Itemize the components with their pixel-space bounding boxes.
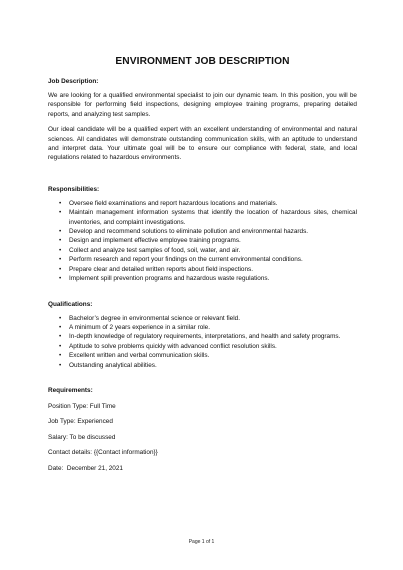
document-title: ENVIRONMENT JOB DESCRIPTION	[115, 56, 290, 67]
list-item	[48, 199, 357, 208]
requirements-heading: Requirements:	[48, 386, 93, 394]
list-item-text: Oversee field examinations and report hazardous locations and materials.	[69, 199, 278, 207]
date-line: Date: December 21, 2021	[48, 464, 123, 472]
list-item	[48, 361, 357, 370]
bullet-icon: •	[59, 228, 62, 236]
list-item	[48, 323, 357, 332]
list-item-text: Bachelor’s degree in environmental science or relevant field.	[69, 314, 240, 322]
page-number-footer: Page 1 of 1	[188, 539, 215, 545]
responsibilities-list	[48, 199, 357, 284]
bullet-icon: •	[59, 275, 62, 283]
list-item-text: A minimum of 2 years experience in a similar role.	[69, 323, 211, 331]
contact-details-line: Contact details: {{Contact information}}	[48, 449, 158, 457]
list-item-text: Excellent written and verbal communication skills.	[69, 352, 210, 360]
list-item	[48, 274, 357, 283]
list-item	[48, 255, 357, 264]
position-type-line: Position Type: Full Time	[48, 402, 116, 410]
list-item	[48, 314, 357, 323]
job-description-heading: Job Description:	[48, 78, 99, 85]
bullet-icon: •	[59, 342, 62, 350]
list-item-text: Collect and analyze test samples of food, soil, water, and air.	[69, 246, 241, 254]
list-item	[48, 332, 357, 341]
bullet-icon: •	[59, 209, 62, 217]
list-item	[48, 342, 357, 351]
list-item	[48, 236, 357, 245]
list-item-text: Aptitude to solve problems quickly with advanced conflict resolution skills.	[69, 342, 277, 350]
job-description-paragraph: We are looking for a qualified environmental specialist to join our dynamic team. In this position, you will be responsible for performing field inspections, designing employee training programs, preparing detailed reports, and analyzing test samples.	[48, 92, 357, 118]
list-item-text: Design and implement effective employee training programs.	[69, 237, 241, 245]
list-item	[48, 351, 357, 360]
list-item-text: In-depth knowledge of regulatory requirements, interpretations, and health and safety programs.	[69, 333, 341, 341]
list-item-text: Implement spill prevention programs and hazardous waste regulations.	[69, 275, 270, 283]
bullet-icon: •	[59, 256, 62, 264]
list-item	[48, 265, 357, 274]
bullet-icon: •	[59, 361, 62, 369]
qualifications-list	[48, 314, 357, 370]
job-type-line: Job Type: Experienced	[48, 418, 113, 426]
list-item	[48, 208, 357, 227]
responsibilities-heading: Responsibilities:	[48, 185, 100, 193]
list-item	[48, 227, 357, 236]
bullet-icon: •	[59, 352, 62, 360]
list-item-text: Prepare clear and detailed written reports about field inspections.	[69, 265, 254, 273]
bullet-icon: •	[59, 237, 62, 245]
qualifications-heading: Qualifications:	[48, 300, 93, 308]
bullet-icon: •	[59, 323, 62, 331]
bullet-icon: •	[59, 314, 62, 322]
bullet-icon: •	[59, 333, 62, 341]
list-item	[48, 246, 357, 255]
salary-line: Salary: To be discussed	[48, 433, 116, 441]
job-description-paragraph: Our ideal candidate will be a qualified expert with an excellent understanding of environmental and natural sciences. All candidates will demonstrate outstanding communication skills, with an aptitude to understand and interpret data. Your ultimate goal will be to ensure our compliance with federal, state, and local regulations related to hazardous environments.	[48, 126, 357, 162]
document-content	[48, 55, 357, 479]
bullet-icon: •	[59, 265, 62, 273]
list-item-text: Maintain management information systems that identify the location of hazardous sites, chemical inventories, and complaint investigations.	[69, 209, 357, 226]
bullet-icon: •	[59, 199, 62, 207]
list-item-text: Develop and recommend solutions to eliminate pollution and environmental hazards.	[69, 228, 309, 236]
bullet-icon: •	[59, 246, 62, 254]
list-item-text: Outstanding analytical abilities.	[69, 361, 157, 369]
list-item-text: Perform research and report your findings on the current environmental conditions.	[69, 256, 303, 264]
